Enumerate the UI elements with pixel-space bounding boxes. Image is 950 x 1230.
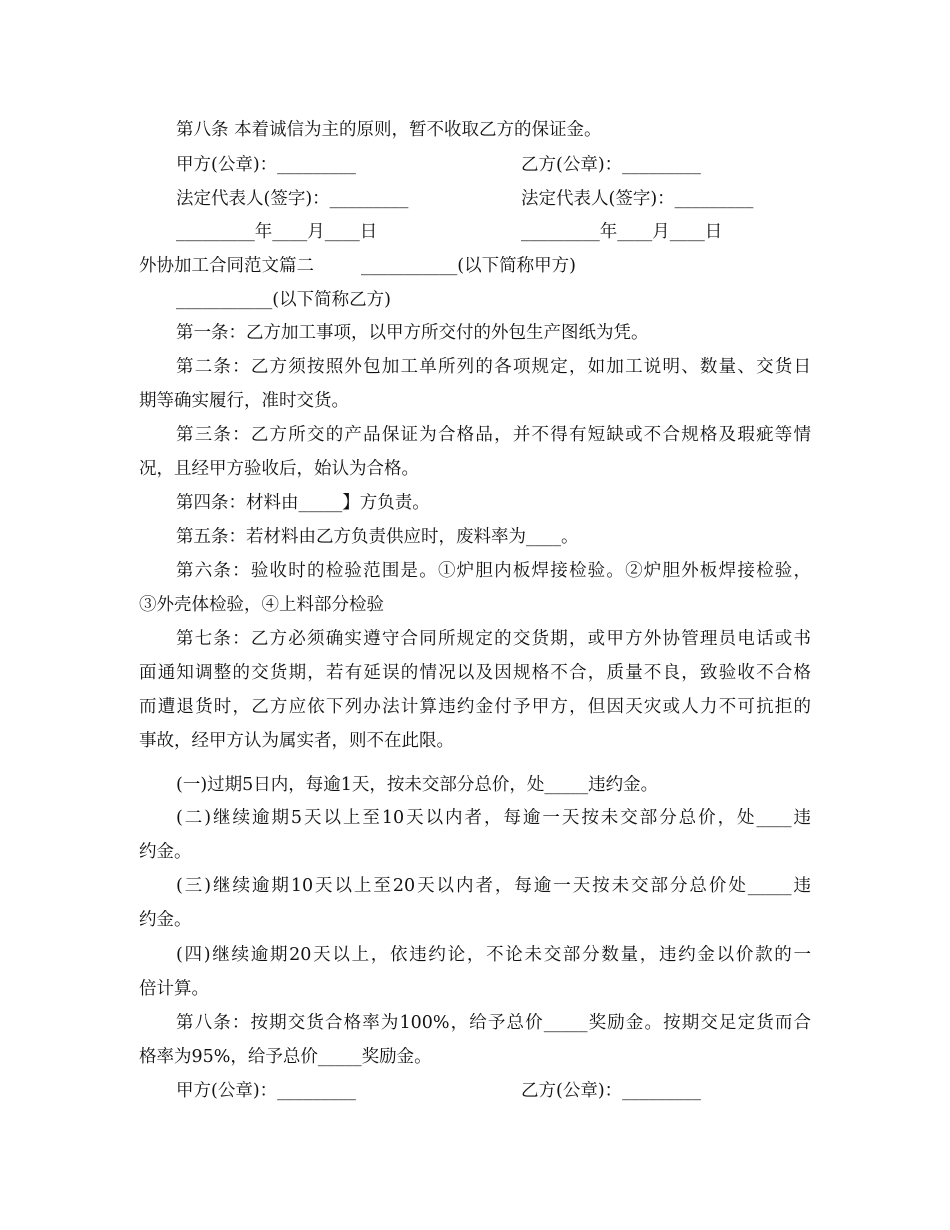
clause-7-line-4: 事故，经甲方认为属实者，则不在此限。 [139, 731, 454, 751]
clause-6-line-1: 第六条：验收时的检验范围是。①炉胆内板焊接检验。②炉胆外板焊接检验， [176, 561, 811, 581]
party-a-seal-line: 甲方(公章)：_________ [176, 155, 356, 175]
penalty-3-line-1: (三)继续逾期10天以上至20天以内者，每逾一天按未交部分总价处_____违 [176, 876, 811, 896]
clause-4: 第四条：材料由_____】方负责。 [176, 493, 430, 513]
clause-3-line-1: 第三条：乙方所交的产品保证为合格品，并不得有短缺或不合规格及瑕疵等情 [176, 425, 811, 445]
clause-1: 第一条：乙方加工事项，以甲方所交付的外包生产图纸为凭。 [176, 323, 649, 343]
penalty-3-line-2: 约金。 [139, 910, 192, 930]
clause-2-line-2: 期等确实履行，准时交货。 [139, 391, 349, 411]
clause-5: 第五条：若材料由乙方负责供应时，废料率为____。 [176, 527, 579, 547]
penalty-2-line-2: 约金。 [139, 842, 192, 862]
party-b-date-line: _________年____月____日 [521, 222, 723, 242]
party-a-seal-line-2: 甲方(公章)：_________ [176, 1081, 356, 1101]
clause-7-line-1: 第七条：乙方必须确实遵守合同所规定的交货期，或甲方外协管理员电话或书 [176, 629, 811, 649]
article-8-deposit: 第八条 本着诚信为主的原则，暂不收取乙方的保证金。 [176, 120, 602, 140]
party-b-seal-line: 乙方(公章)：_________ [521, 155, 701, 175]
penalty-4-line-2: 倍计算。 [139, 979, 209, 999]
clause-6-line-2: ③外壳体检验，④上料部分检验 [139, 595, 384, 615]
party-b-representative-line: 法定代表人(签字)：_________ [521, 189, 754, 209]
party-b-seal-line-2: 乙方(公章)：_________ [521, 1081, 701, 1101]
clause-7-line-2: 面通知调整的交货期，若有延误的情况以及因规格不合，质量不良，致验收不合格 [139, 663, 811, 683]
party-a-representative-line: 法定代表人(签字)：_________ [176, 189, 409, 209]
party-a-date-line: _________年____月____日 [176, 222, 378, 242]
section-title: 外协加工合同范文篇二 [139, 256, 314, 276]
clause-8-line-2: 格率为95%，给予总价_____奖励金。 [139, 1047, 432, 1067]
penalty-4-line-1: (四)继续逾期20天以上，依违约论，不论未交部分数量，违约金以价款的一 [176, 945, 811, 965]
clause-7-line-3: 而遭退货时，乙方应依下列办法计算违约金付予甲方，但因天灾或人力不可抗拒的 [139, 697, 811, 717]
party-a-designation: ___________(以下简称甲方) [361, 256, 576, 276]
clause-8-line-1: 第八条：按期交货合格率为100%，给予总价_____奖励金。按期交足定货而合 [176, 1013, 811, 1033]
clause-3-line-2: 况，且经甲方验收后，始认为合格。 [139, 459, 419, 479]
penalty-1: (一)过期5日内，每逾1天，按未交部分总价，处_____违约金。 [176, 775, 659, 795]
penalty-2-line-1: (二)继续逾期5天以上至10天以内者，每逾一天按未交部分总价，处____违 [176, 808, 811, 828]
party-b-designation: ___________(以下简称乙方) [176, 290, 391, 310]
clause-2-line-1: 第二条：乙方须按照外包加工单所列的各项规定，如加工说明、数量、交货日 [176, 357, 811, 377]
